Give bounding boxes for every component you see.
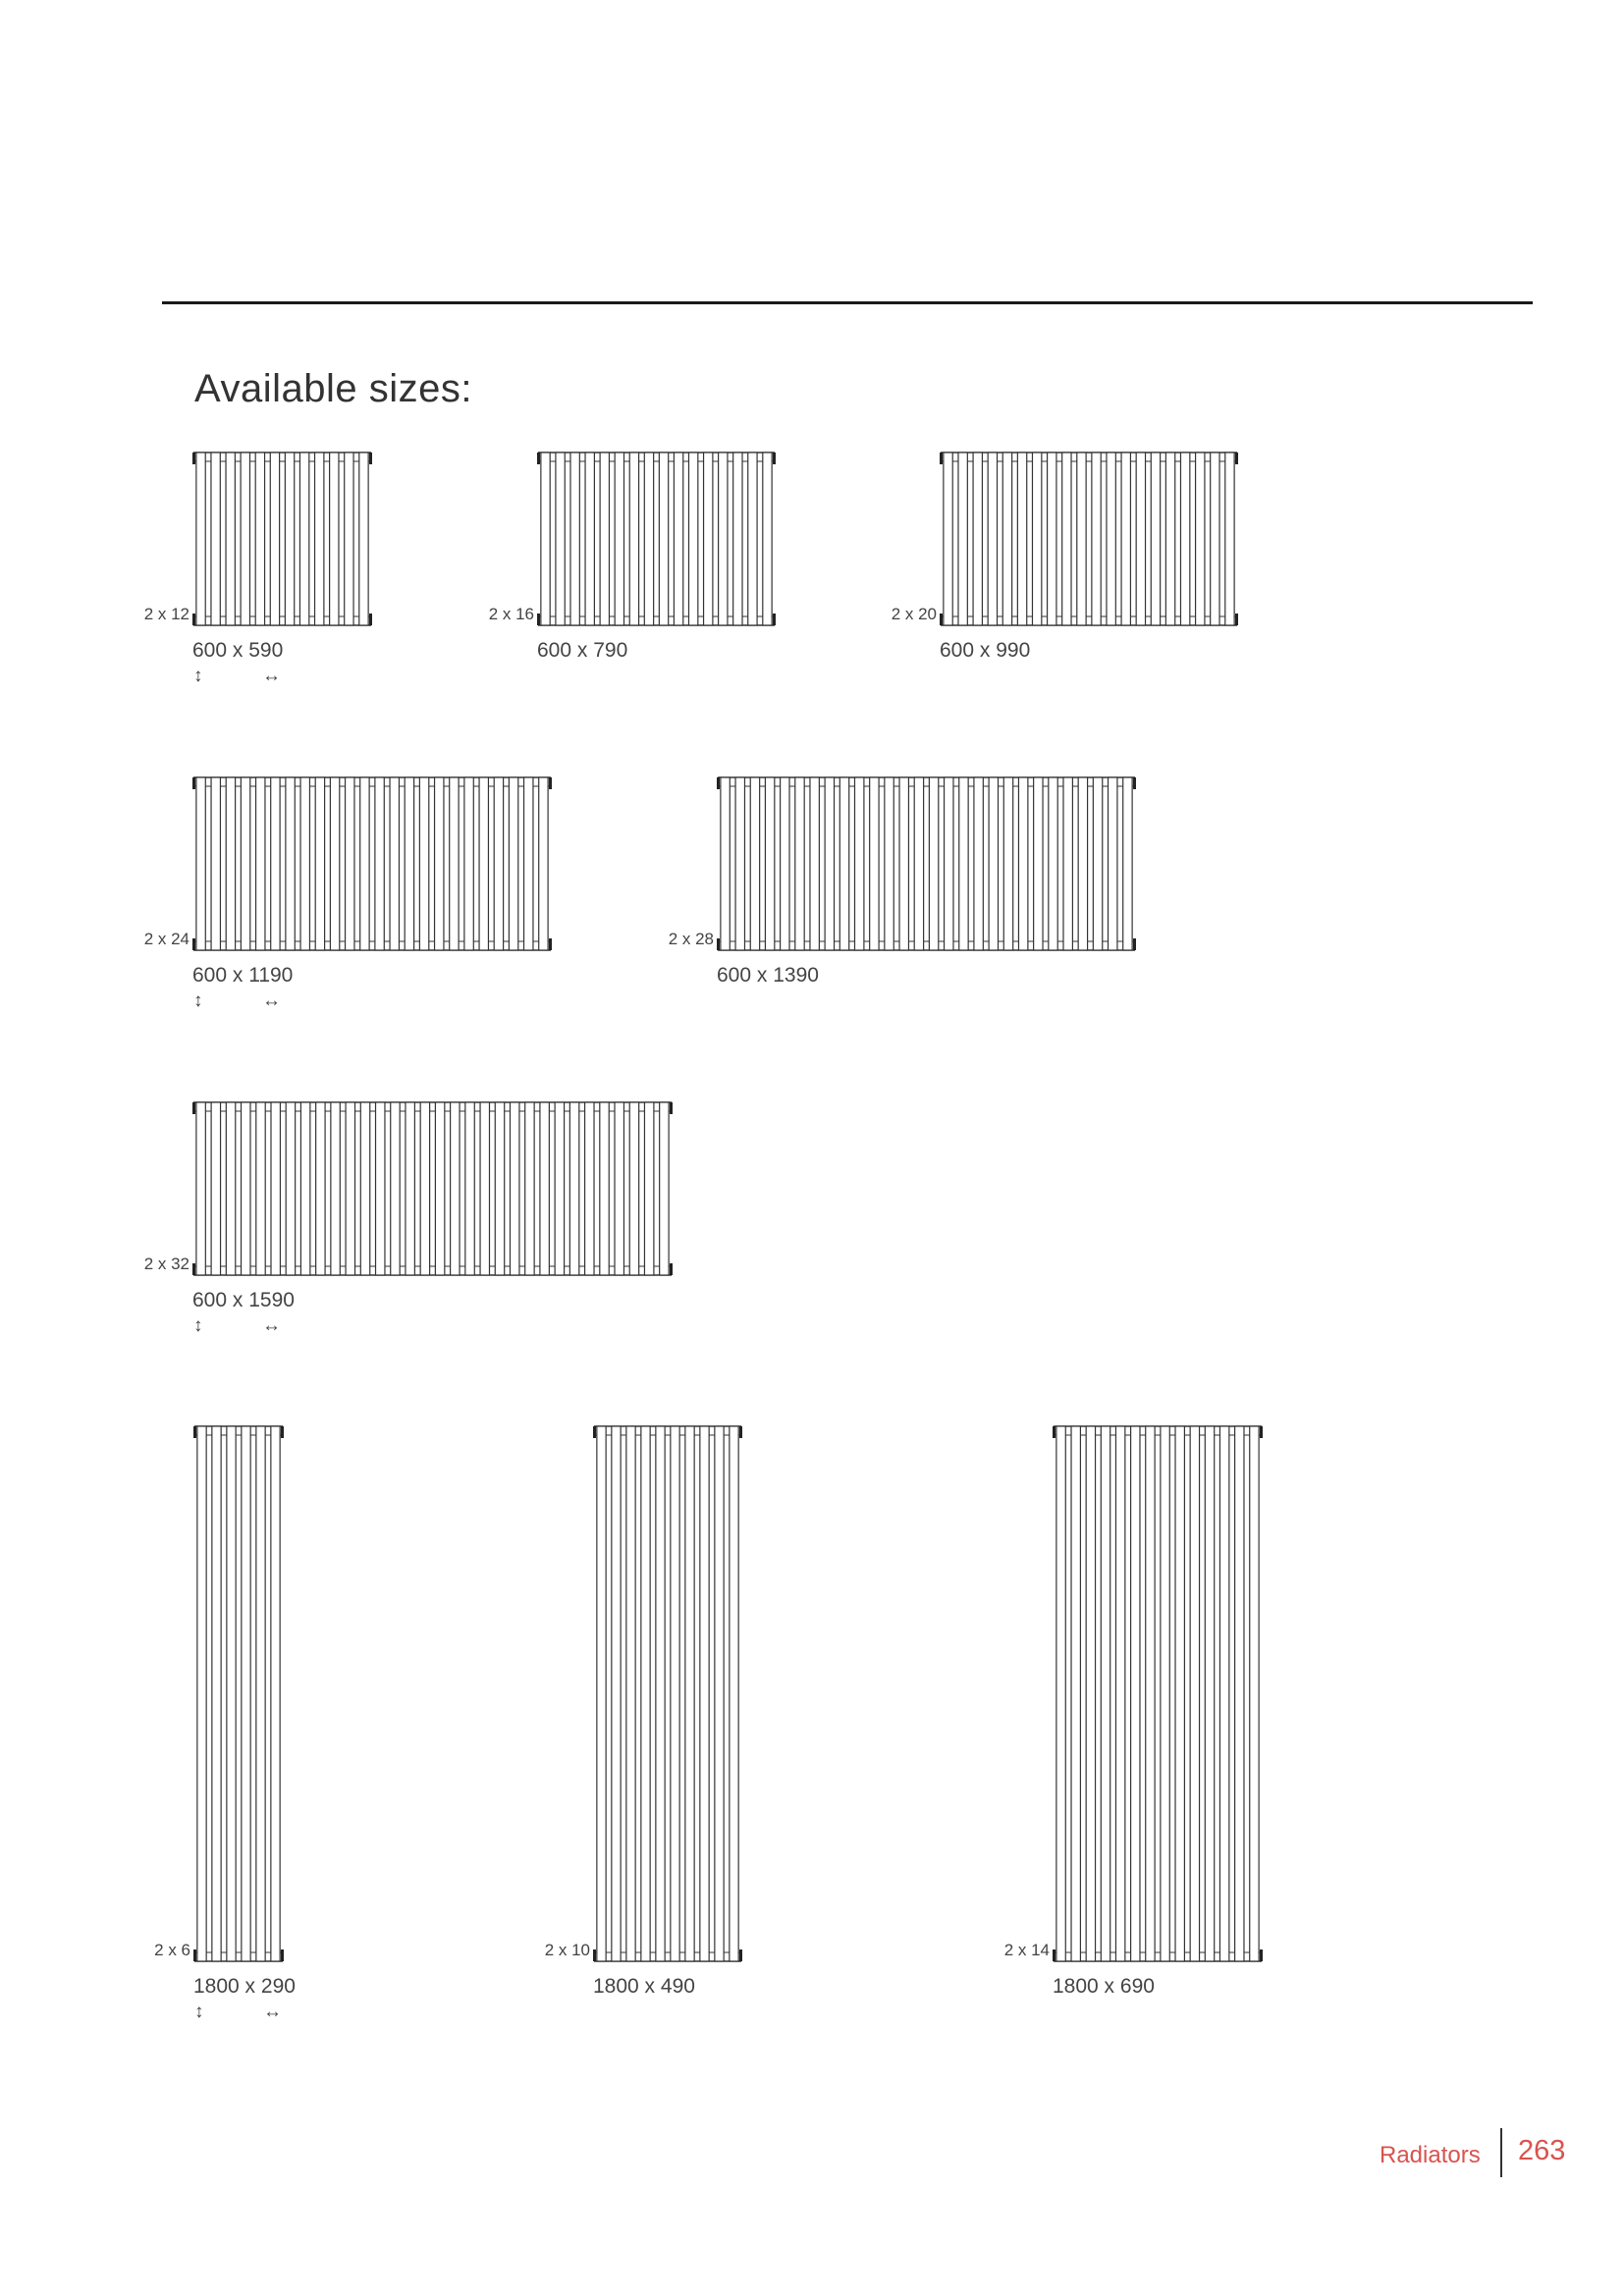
dimension-arrows bbox=[194, 2002, 282, 2023]
radiator-column bbox=[570, 453, 579, 625]
radiator-column bbox=[375, 777, 384, 950]
radiator-column bbox=[405, 777, 413, 950]
radiator-column bbox=[510, 1102, 518, 1275]
radiator-column bbox=[331, 1102, 340, 1275]
radiator-column bbox=[1165, 453, 1174, 625]
radiator-dimensions: 600 x 1190 bbox=[192, 964, 294, 987]
radiator-column bbox=[241, 453, 249, 625]
radiator-column bbox=[211, 1102, 220, 1275]
radiator-column bbox=[1077, 453, 1086, 625]
radiator-end-cap bbox=[773, 453, 776, 464]
radiator-end-cap bbox=[739, 1949, 742, 1961]
radiator-column bbox=[629, 1102, 638, 1275]
radiator-end-cap bbox=[549, 777, 552, 789]
radiator-column bbox=[196, 453, 205, 625]
radiator-column bbox=[715, 1426, 724, 1961]
radiator-end-cap bbox=[940, 453, 943, 464]
radiator-column bbox=[870, 777, 879, 950]
radiator-column bbox=[1092, 453, 1101, 625]
radiator-column bbox=[1235, 1426, 1244, 1961]
radiator-column bbox=[1115, 1426, 1124, 1961]
radiator-column bbox=[227, 1426, 236, 1961]
radiator-column bbox=[1017, 453, 1026, 625]
radiator-column bbox=[659, 453, 668, 625]
radiator-column bbox=[600, 453, 609, 625]
radiator-column-count: 2 x 14 bbox=[1003, 1941, 1050, 1959]
radiator-item bbox=[668, 774, 1135, 987]
radiator-end-cap bbox=[537, 614, 540, 625]
radiator-column bbox=[615, 453, 623, 625]
radiator-column bbox=[1121, 453, 1130, 625]
radiator-column bbox=[450, 777, 459, 950]
horizontal-arrow-icon: ↔ bbox=[262, 1315, 281, 1336]
dimension-arrows bbox=[193, 666, 281, 687]
radiator-column bbox=[435, 777, 444, 950]
radiator-column bbox=[495, 1102, 504, 1275]
radiator-column-count: 2 x 10 bbox=[544, 1941, 590, 1959]
radiator-column bbox=[226, 777, 235, 950]
radiator-column bbox=[988, 453, 997, 625]
radiator-end-cap bbox=[192, 1102, 195, 1114]
radiator-end-cap bbox=[281, 1426, 284, 1438]
radiator-column bbox=[212, 1426, 221, 1961]
radiator-column bbox=[285, 453, 294, 625]
radiator-column bbox=[945, 777, 953, 950]
radiator-column bbox=[626, 1426, 635, 1961]
radiator-column bbox=[541, 453, 550, 625]
radiator-column bbox=[494, 777, 503, 950]
radiator-column bbox=[704, 453, 713, 625]
radiator-column bbox=[271, 1426, 280, 1961]
vertical-arrow-icon: ↕ bbox=[193, 666, 203, 686]
radiator-column bbox=[1146, 1426, 1155, 1961]
radiator-column bbox=[1093, 777, 1102, 950]
radiator-column bbox=[733, 453, 742, 625]
radiator-dimensions: 600 x 990 bbox=[940, 639, 1031, 662]
radiator-end-cap bbox=[192, 614, 195, 625]
radiator-column bbox=[420, 1102, 429, 1275]
radiator-column bbox=[974, 777, 983, 950]
radiator-column bbox=[810, 777, 819, 950]
radiator-column bbox=[1063, 777, 1072, 950]
radiator-column bbox=[242, 1102, 250, 1275]
vertical-arrow-icon: ↕ bbox=[194, 2002, 204, 2022]
radiator-column bbox=[226, 1102, 235, 1275]
radiator-drawing bbox=[941, 450, 1237, 628]
footer-section-label: Radiators bbox=[1380, 2142, 1481, 2168]
radiator-end-cap bbox=[670, 1102, 673, 1114]
radiator-column bbox=[419, 777, 428, 950]
radiator-column bbox=[390, 777, 399, 950]
radiator-column bbox=[660, 1102, 669, 1275]
radiator-drawing bbox=[594, 1423, 741, 1964]
page-number: 263 bbox=[1518, 2135, 1566, 2166]
radiator-column bbox=[730, 1426, 738, 1961]
radiator-column bbox=[1136, 453, 1145, 625]
radiator-column bbox=[1048, 453, 1056, 625]
radiator-dimensions: 1800 x 690 bbox=[1053, 1975, 1155, 1998]
radiator-column bbox=[944, 453, 952, 625]
radiator-column bbox=[360, 777, 369, 950]
radiator-column bbox=[241, 777, 249, 950]
radiator-column bbox=[479, 777, 488, 950]
radiator-column-count: 2 x 28 bbox=[668, 930, 714, 948]
radiator-column bbox=[959, 777, 968, 950]
radiator-column bbox=[612, 1426, 621, 1961]
radiator-column bbox=[556, 453, 565, 625]
radiator-column bbox=[1049, 777, 1057, 950]
radiator-column bbox=[256, 1102, 265, 1275]
radiator-column-count: 2 x 12 bbox=[143, 605, 189, 623]
radiator-column bbox=[1180, 453, 1189, 625]
radiator-column bbox=[656, 1426, 665, 1961]
radiator-drawing bbox=[193, 774, 551, 953]
radiator-item bbox=[154, 1423, 296, 2022]
radiator-dimensions: 1800 x 290 bbox=[193, 1975, 296, 1998]
radiator-column bbox=[839, 777, 848, 950]
radiator-column bbox=[1056, 1426, 1065, 1961]
radiator-column bbox=[1161, 1426, 1169, 1961]
radiator-dimensions: 1800 x 490 bbox=[593, 1975, 695, 1998]
radiator-end-cap bbox=[670, 1263, 673, 1275]
footer-divider bbox=[1500, 2128, 1502, 2177]
radiator-column bbox=[509, 777, 517, 950]
radiator-column bbox=[1071, 1426, 1080, 1961]
radiator-column bbox=[1219, 1426, 1228, 1961]
radiator-item bbox=[1003, 1423, 1262, 1998]
radiator-column bbox=[1123, 777, 1132, 950]
radiator-column bbox=[360, 1102, 369, 1275]
radiator-column-count: 2 x 32 bbox=[143, 1255, 189, 1273]
radiator-column bbox=[1101, 1426, 1110, 1961]
radiator-column bbox=[1109, 777, 1117, 950]
radiator-end-cap bbox=[192, 453, 195, 464]
radiator-column bbox=[539, 777, 548, 950]
radiator-column bbox=[795, 777, 804, 950]
radiator-column bbox=[555, 1102, 564, 1275]
radiator-dimensions: 600 x 590 bbox=[192, 639, 284, 662]
radiator-column bbox=[1131, 1426, 1140, 1961]
radiator-column bbox=[271, 777, 280, 950]
radiator-column bbox=[958, 453, 967, 625]
radiator-column bbox=[1034, 777, 1043, 950]
radiator-column bbox=[1205, 1426, 1214, 1961]
radiator-column bbox=[644, 1102, 653, 1275]
radiator-end-cap bbox=[1235, 614, 1238, 625]
radiator-column bbox=[719, 453, 728, 625]
radiator-column bbox=[825, 777, 834, 950]
radiator-end-cap bbox=[1260, 1426, 1263, 1438]
radiator-column bbox=[750, 777, 759, 950]
radiator-drawing bbox=[718, 774, 1135, 953]
radiator-column bbox=[345, 453, 353, 625]
radiator-item bbox=[143, 450, 371, 686]
radiator-column bbox=[316, 1102, 325, 1275]
radiator-column bbox=[376, 1102, 385, 1275]
radiator-column bbox=[315, 777, 324, 950]
radiator-column bbox=[465, 1102, 474, 1275]
radiator-end-cap bbox=[593, 1949, 596, 1961]
radiator-column bbox=[674, 453, 682, 625]
radiator-column bbox=[464, 777, 473, 950]
radiator-end-cap bbox=[369, 453, 372, 464]
vertical-arrow-icon: ↕ bbox=[193, 1315, 203, 1336]
radiator-column bbox=[929, 777, 938, 950]
radiator-column bbox=[1002, 453, 1011, 625]
radiator-column bbox=[451, 1102, 460, 1275]
radiator-column bbox=[1107, 453, 1115, 625]
radiator-item bbox=[143, 774, 551, 1011]
radiator-column bbox=[1078, 777, 1087, 950]
radiator-column bbox=[1151, 453, 1160, 625]
horizontal-arrow-icon: ↔ bbox=[262, 990, 281, 1011]
radiator-end-cap bbox=[1235, 453, 1238, 464]
radiator-end-cap bbox=[192, 1263, 195, 1275]
radiator-column bbox=[1003, 777, 1012, 950]
radiator-column bbox=[781, 777, 789, 950]
radiator-dimensions: 600 x 1590 bbox=[192, 1289, 295, 1311]
radiator-column-count: 2 x 16 bbox=[488, 605, 534, 623]
radiator-column bbox=[763, 453, 772, 625]
radiator-end-cap bbox=[193, 1949, 196, 1961]
radiator-column bbox=[480, 1102, 489, 1275]
radiator-column bbox=[255, 453, 264, 625]
horizontal-arrow-icon: ↔ bbox=[262, 666, 281, 686]
radiator-column bbox=[524, 777, 533, 950]
radiator-end-cap bbox=[537, 453, 540, 464]
radiator-column bbox=[226, 453, 235, 625]
radiator-column bbox=[641, 1426, 650, 1961]
radiator-item bbox=[544, 1423, 741, 1998]
radiator-column bbox=[989, 777, 998, 950]
radiator-end-cap bbox=[773, 614, 776, 625]
radiator-column bbox=[242, 1426, 250, 1961]
radiator-column bbox=[1175, 1426, 1184, 1961]
radiator-column bbox=[973, 453, 982, 625]
radiator-end-cap bbox=[1260, 1949, 1263, 1961]
radiator-column bbox=[391, 1102, 400, 1275]
radiator-column bbox=[330, 777, 339, 950]
radiator-column bbox=[286, 1102, 295, 1275]
radiator-drawing bbox=[538, 450, 775, 628]
radiator-column-count: 2 x 20 bbox=[891, 605, 937, 623]
radiator-column bbox=[256, 777, 265, 950]
radiator-end-cap bbox=[549, 938, 552, 950]
radiator-drawing bbox=[194, 1423, 283, 1964]
header-rule bbox=[162, 301, 1533, 304]
radiator-end-cap bbox=[717, 938, 720, 950]
radiator-item bbox=[488, 450, 775, 662]
radiator-column bbox=[300, 1102, 309, 1275]
radiator-dimensions: 600 x 1390 bbox=[717, 964, 819, 987]
radiator-column bbox=[1086, 1426, 1095, 1961]
radiator-item bbox=[891, 450, 1237, 662]
radiator-column bbox=[885, 777, 893, 950]
radiator-column bbox=[211, 777, 220, 950]
radiator-column bbox=[1196, 453, 1205, 625]
radiator-column bbox=[600, 1102, 609, 1275]
radiator-column bbox=[671, 1426, 679, 1961]
radiator-column bbox=[525, 1102, 534, 1275]
radiator-column bbox=[914, 777, 923, 950]
radiator-column-count: 2 x 24 bbox=[143, 930, 189, 948]
radiator-item bbox=[143, 1099, 672, 1336]
radiator-column-count: 2 x 6 bbox=[154, 1941, 190, 1959]
radiator-end-cap bbox=[1133, 777, 1136, 789]
radiator-column bbox=[700, 1426, 709, 1961]
radiator-column bbox=[685, 1426, 694, 1961]
radiator-end-cap bbox=[717, 777, 720, 789]
radiator-column bbox=[286, 777, 295, 950]
radiator-column bbox=[196, 1102, 205, 1275]
radiator-column bbox=[435, 1102, 444, 1275]
dimension-arrows bbox=[193, 1315, 281, 1337]
radiator-column bbox=[346, 1102, 354, 1275]
radiator-drawing bbox=[193, 1099, 672, 1278]
radiator-column bbox=[315, 453, 324, 625]
radiator-dimensions: 600 x 790 bbox=[537, 639, 628, 662]
radiator-column bbox=[196, 777, 205, 950]
radiator-end-cap bbox=[739, 1426, 742, 1438]
radiator-end-cap bbox=[369, 614, 372, 625]
radiator-column bbox=[1211, 453, 1219, 625]
radiator-column bbox=[735, 777, 744, 950]
radiator-column bbox=[270, 453, 279, 625]
radiator-column bbox=[1062, 453, 1071, 625]
radiator-column bbox=[721, 777, 730, 950]
radiator-column bbox=[1250, 1426, 1259, 1961]
radiator-column bbox=[854, 777, 863, 950]
page-heading: Available sizes: bbox=[194, 367, 472, 410]
radiator-column bbox=[256, 1426, 265, 1961]
radiator-end-cap bbox=[1053, 1949, 1056, 1961]
horizontal-arrow-icon: ↔ bbox=[263, 2002, 282, 2022]
radiator-column bbox=[597, 1426, 606, 1961]
radiator-end-cap bbox=[593, 1426, 596, 1438]
radiator-end-cap bbox=[192, 777, 195, 789]
radiator-column bbox=[330, 453, 339, 625]
radiator-end-cap bbox=[1133, 938, 1136, 950]
radiator-column bbox=[1190, 1426, 1199, 1961]
radiator-column bbox=[359, 453, 368, 625]
radiator-column bbox=[585, 1102, 594, 1275]
radiator-end-cap bbox=[192, 938, 195, 950]
radiator-column bbox=[615, 1102, 623, 1275]
radiator-column bbox=[644, 453, 653, 625]
radiator-drawing bbox=[1054, 1423, 1262, 1964]
radiator-column bbox=[748, 453, 757, 625]
radiator-column bbox=[629, 453, 638, 625]
radiator-column bbox=[211, 453, 220, 625]
dimension-arrows bbox=[193, 990, 281, 1012]
radiator-end-cap bbox=[940, 614, 943, 625]
radiator-end-cap bbox=[281, 1949, 284, 1961]
radiator-column bbox=[688, 453, 697, 625]
radiator-column bbox=[585, 453, 594, 625]
radiator-column bbox=[197, 1426, 206, 1961]
vertical-arrow-icon: ↕ bbox=[193, 990, 203, 1011]
radiator-column bbox=[899, 777, 908, 950]
radiator-column bbox=[406, 1102, 414, 1275]
radiator-column bbox=[1032, 453, 1041, 625]
radiator-column bbox=[299, 453, 308, 625]
radiator-column bbox=[300, 777, 309, 950]
radiator-drawing bbox=[193, 450, 371, 628]
radiator-column bbox=[346, 777, 354, 950]
radiator-end-cap bbox=[1053, 1426, 1056, 1438]
radiator-column bbox=[569, 1102, 578, 1275]
radiator-column bbox=[271, 1102, 280, 1275]
radiator-end-cap bbox=[193, 1426, 196, 1438]
radiator-column bbox=[1018, 777, 1027, 950]
radiator-column bbox=[1225, 453, 1234, 625]
radiator-column bbox=[540, 1102, 549, 1275]
radiator-column bbox=[765, 777, 774, 950]
